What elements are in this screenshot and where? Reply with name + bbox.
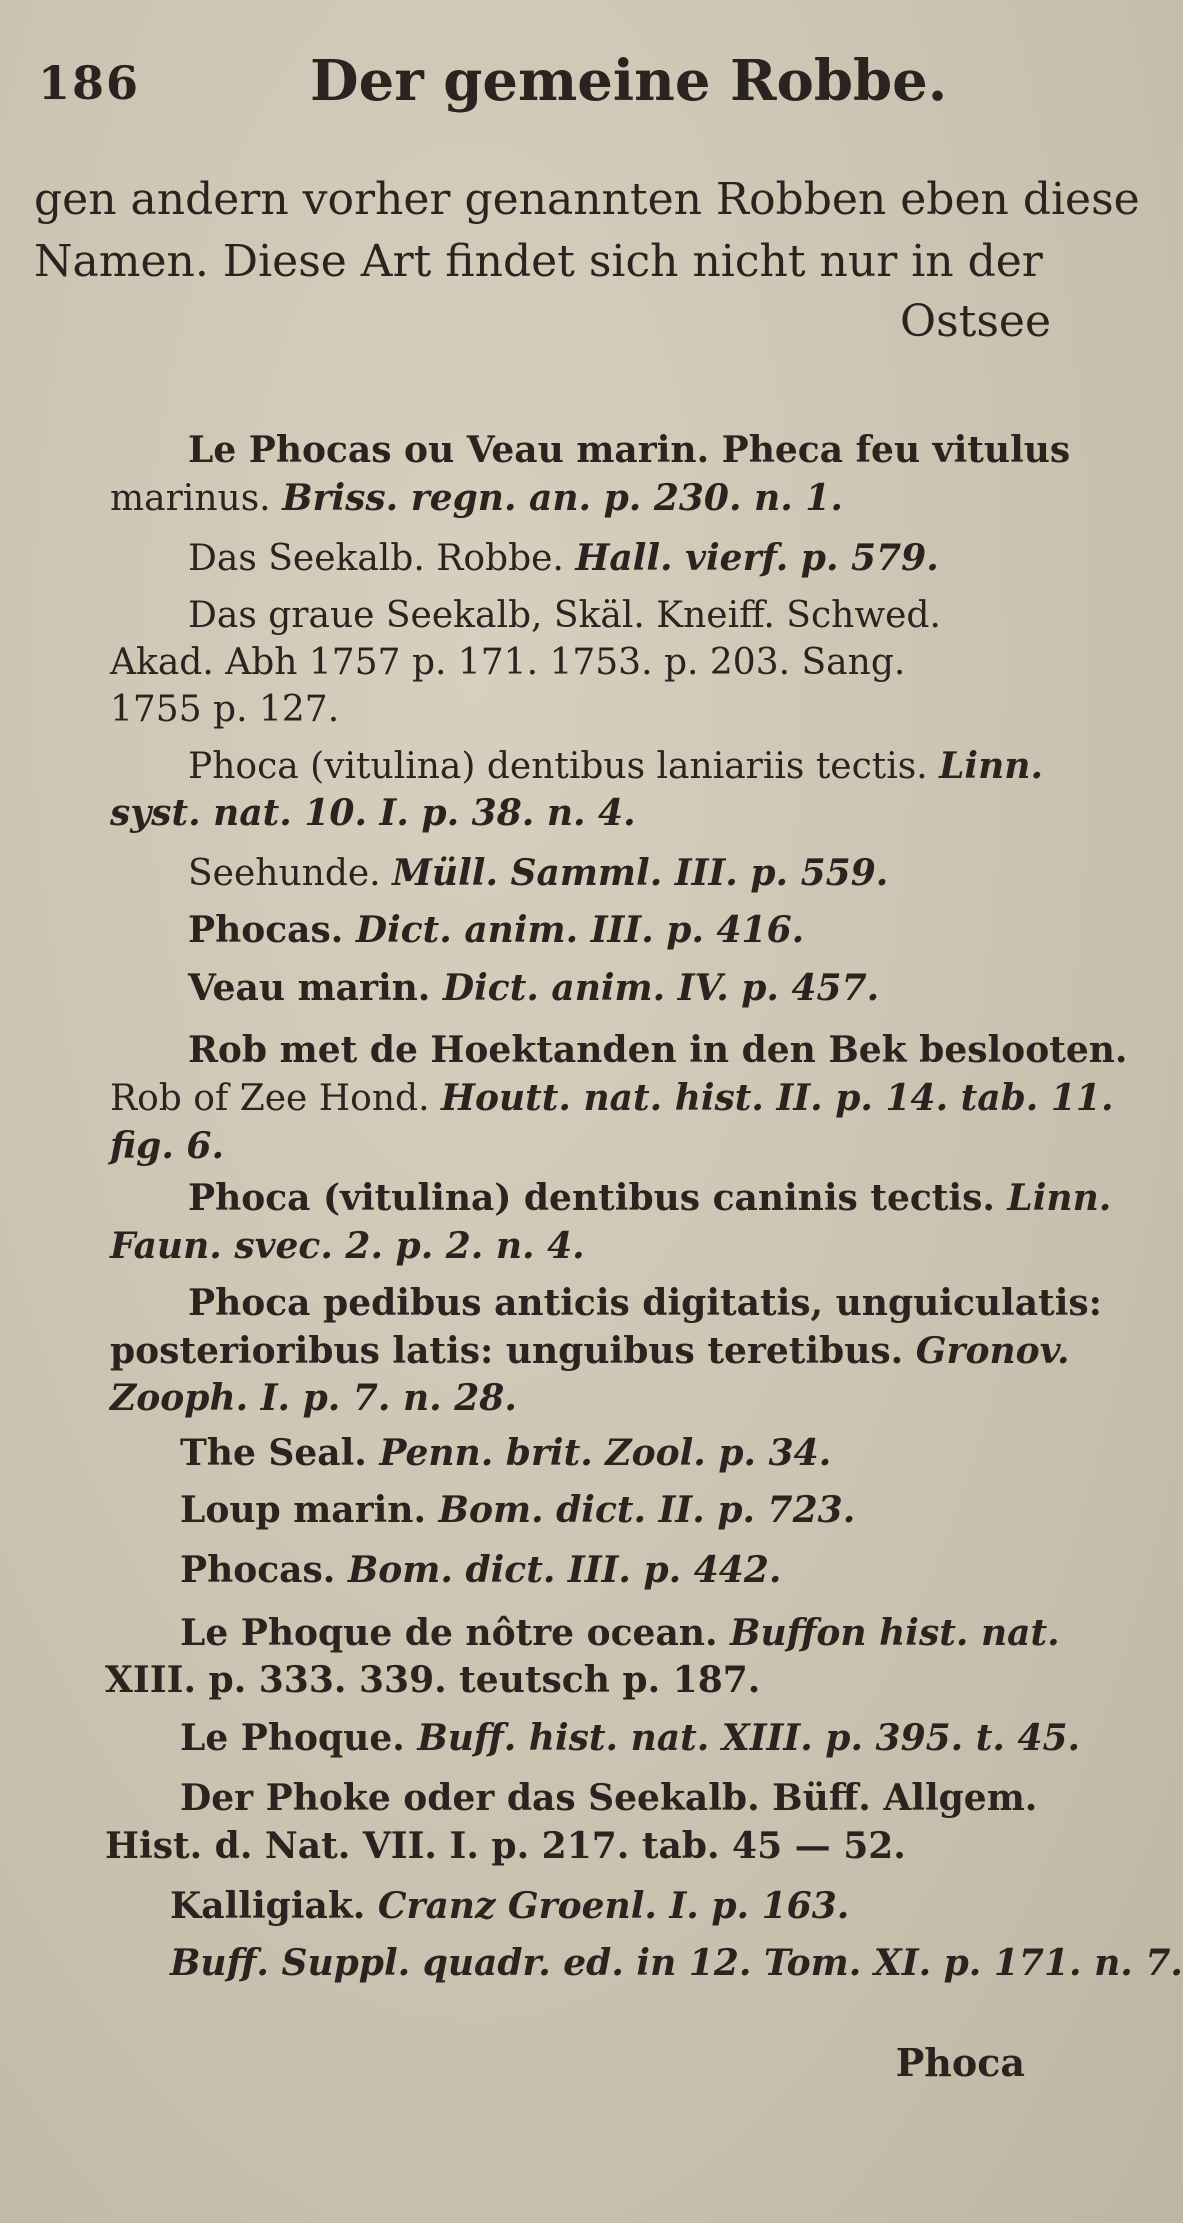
entry-line: Phocas. Bom. dict. III. p. 442.	[180, 1549, 782, 1591]
entry-line: syst. nat. 10. I. p. 38. n. 4.	[110, 792, 636, 834]
entry-line: Das Seekalb. Robbe. Hall. vierf. p. 579.	[188, 537, 939, 579]
entry-line: Phoca (vitulina) dentibus caninis tectis. Linn.	[188, 1177, 1112, 1219]
entry-line: Rob of Zee Hond. Houtt. nat. hist. II. p. 14. tab. 11.	[110, 1077, 1114, 1119]
intro-line: Ostsee	[900, 296, 1051, 347]
entry-line: 1755 p. 127.	[110, 689, 340, 730]
page-number: 186	[38, 56, 141, 110]
entry-line: Le Phoque. Buff. hist. nat. XIII. p. 395. t. 45.	[180, 1717, 1081, 1759]
entry-line: Le Phoque de nôtre ocean. Buffon hist. nat.	[180, 1612, 1060, 1654]
entry-line: The Seal. Penn. brit. Zool. p. 34.	[180, 1432, 832, 1474]
entry-line: Phoca (vitulina) dentibus laniariis tectis. Linn.	[188, 745, 1043, 787]
entry-line: Faun. svec. 2. p. 2. n. 4.	[110, 1225, 585, 1267]
entry-line: XIII. p. 333. 339. teutsch p. 187.	[105, 1659, 761, 1701]
entry-line: marinus. Briss. regn. an. p. 230. n. 1.	[110, 477, 843, 519]
entry-line: Akad. Abh 1757 p. 171. 1753. p. 203. Sang.	[110, 642, 906, 683]
entry-line: Seehunde. Müll. Samml. III. p. 559.	[188, 852, 889, 894]
entry-line: Buff. Suppl. quadr. ed. in 12. Tom. XI. p. 171. n. 7.	[170, 1942, 1183, 1984]
intro-line: gen andern vorher genannten Robben eben diese	[34, 174, 1140, 225]
entry-line: Der Phoke oder das Seekalb. Büff. Allgem.	[180, 1777, 1038, 1819]
entry-line: Rob met de Hoektanden in den Bek beslooten.	[188, 1029, 1128, 1071]
entry-line: Veau marin. Dict. anim. IV. p. 457.	[188, 967, 880, 1009]
entry-line: Le Phocas ou Veau marin. Pheca feu vitulus	[188, 429, 1071, 471]
entry-line: Phoca pedibus anticis digitatis, unguiculatis:	[188, 1282, 1102, 1324]
entry-line: posterioribus latis: unguibus teretibus. Gronov.	[110, 1330, 1070, 1372]
entry-line: Zooph. I. p. 7. n. 28.	[110, 1377, 517, 1419]
entry-line: Das graue Seekalb, Skäl. Kneiff. Schwed.	[188, 595, 941, 636]
page-header	[0, 48, 1087, 128]
running-title: Der gemeine Robbe.	[310, 48, 948, 114]
entry-line: fig. 6.	[110, 1125, 224, 1167]
entry-line: Hist. d. Nat. VII. I. p. 217. tab. 45 — 52.	[105, 1825, 906, 1867]
entry-line: Loup marin. Bom. dict. II. p. 723.	[180, 1489, 856, 1531]
intro-line: Namen. Diese Art findet sich nicht nur in der	[34, 236, 1043, 287]
entry-line: Phocas. Dict. anim. III. p. 416.	[188, 909, 805, 951]
entry-line: Kalligiak. Cranz Groenl. I. p. 163.	[170, 1885, 850, 1927]
catchword: Phoca	[895, 2040, 1025, 2085]
